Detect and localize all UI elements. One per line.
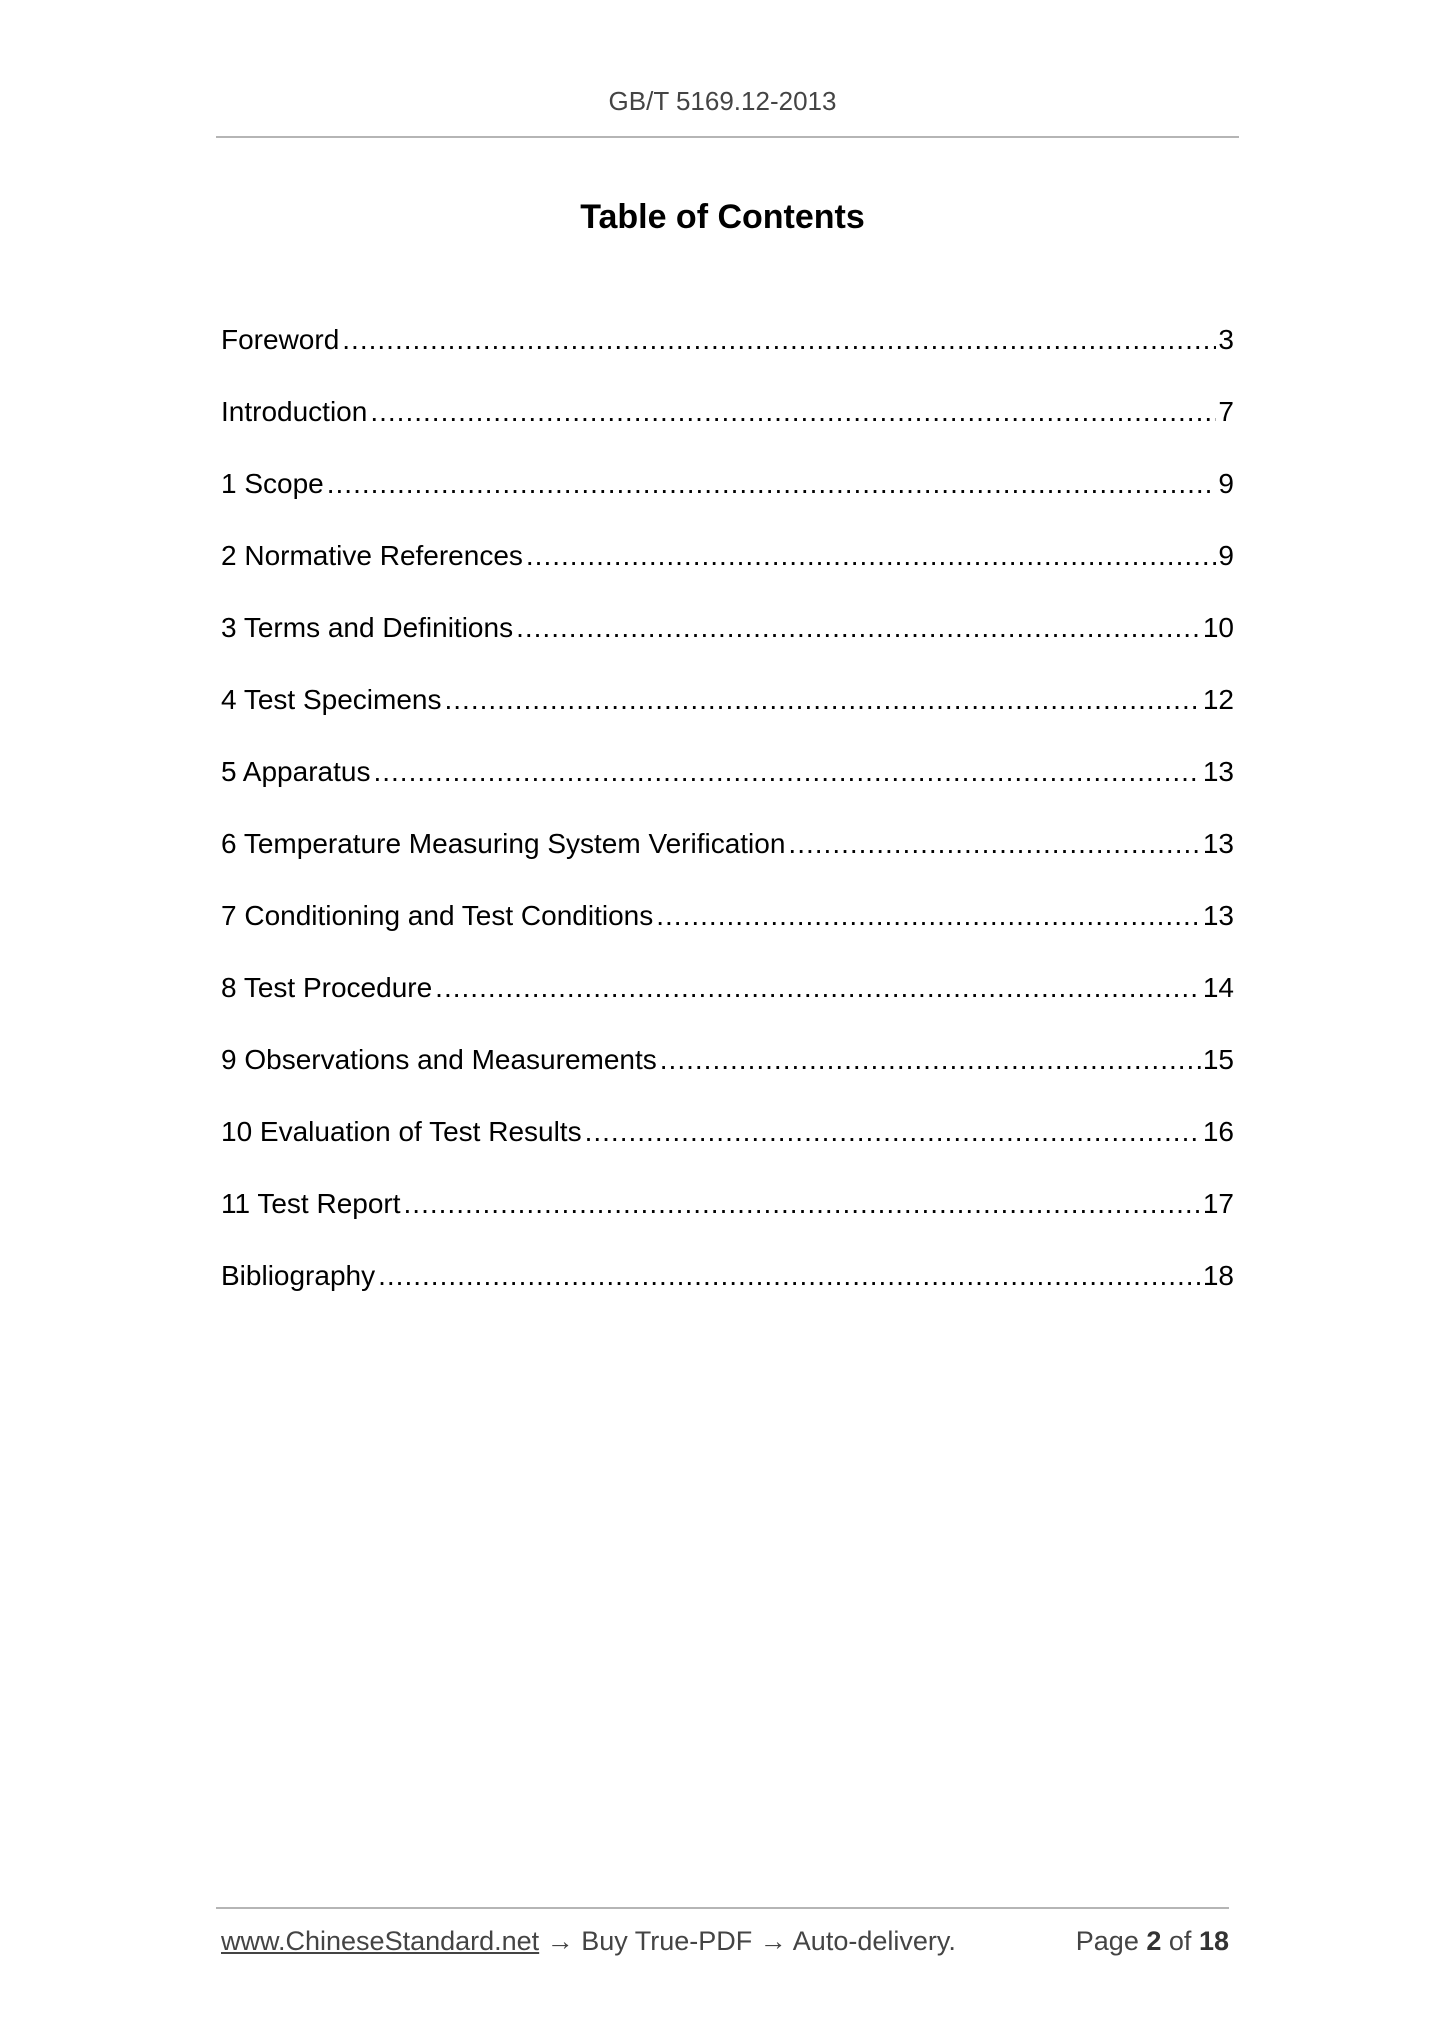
toc-entry-temperature-measuring-system-verification[interactable] xyxy=(221,822,1234,894)
toc-entry-page: 13 xyxy=(1202,900,1234,931)
toc-entry-label: 10 Evaluation of Test Results xyxy=(221,1116,582,1147)
toc-entry-page: 12 xyxy=(1202,684,1234,715)
toc-entry-label: 7 Conditioning and Test Conditions xyxy=(221,900,654,931)
toc-entry-page: 18 xyxy=(1202,1260,1234,1291)
toc-entry-label: 1 Scope xyxy=(221,468,324,499)
toc-dot-leader xyxy=(660,1038,1201,1082)
toc-dot-leader xyxy=(526,534,1217,578)
toc-dot-leader xyxy=(327,462,1217,506)
arrow-right-icon: → xyxy=(546,1926,574,1956)
toc-entry-apparatus[interactable] xyxy=(221,750,1234,822)
toc-dot-leader xyxy=(516,606,1201,650)
toc-dot-leader xyxy=(656,894,1201,938)
toc-entry-label: 3 Terms and Definitions xyxy=(221,612,514,643)
toc-entry-label: 2 Normative References xyxy=(221,540,523,571)
toc-entry-label: 8 Test Procedure xyxy=(221,972,433,1003)
toc-entry-page: 10 xyxy=(1202,612,1234,643)
page-number xyxy=(1076,1926,1229,1957)
header-divider xyxy=(216,136,1239,138)
current-page-number: 2 xyxy=(1146,1926,1162,1956)
toc-dot-leader xyxy=(435,966,1201,1010)
buy-true-pdf-text: Buy True-PDF xyxy=(581,1926,753,1956)
toc-entry-page: 7 xyxy=(1218,396,1234,427)
toc-entry-foreword[interactable] xyxy=(221,318,1234,390)
footer-promo xyxy=(221,1926,956,1957)
toc-entry-introduction[interactable] xyxy=(221,390,1234,462)
toc-dot-leader xyxy=(378,1254,1201,1298)
toc-entry-test-procedure[interactable] xyxy=(221,966,1234,1038)
toc-heading: Table of Contents xyxy=(580,198,865,236)
arrow-right-icon: → xyxy=(759,1926,787,1956)
running-header: GB/T 5169.12-2013 xyxy=(608,86,837,116)
page-label: Page xyxy=(1075,1926,1139,1956)
toc-dot-leader xyxy=(585,1110,1201,1154)
toc-entry-label: 5 Apparatus xyxy=(221,756,371,787)
toc-entry-label: 6 Temperature Measuring System Verification xyxy=(221,828,786,859)
toc-entry-terms-and-definitions[interactable] xyxy=(221,606,1234,678)
toc-entry-scope[interactable] xyxy=(221,462,1234,534)
toc-entry-page: 9 xyxy=(1218,468,1234,499)
toc-entry-page: 9 xyxy=(1218,540,1234,571)
total-pages-number: 18 xyxy=(1198,1926,1229,1956)
toc-entry-label: Bibliography xyxy=(221,1260,376,1291)
toc-entry-page: 13 xyxy=(1202,828,1234,859)
toc-dot-leader xyxy=(342,318,1216,362)
toc-entry-page: 3 xyxy=(1218,324,1234,355)
footer-divider xyxy=(216,1907,1229,1909)
toc-entry-label: Introduction xyxy=(221,396,368,427)
toc-entry-page: 17 xyxy=(1202,1188,1234,1219)
toc-entry-label: Foreword xyxy=(221,324,340,355)
toc-entry-normative-references[interactable] xyxy=(221,534,1234,606)
toc-entry-bibliography[interactable] xyxy=(221,1254,1234,1326)
toc-dot-leader xyxy=(370,390,1216,434)
toc-entry-page: 15 xyxy=(1202,1044,1234,1075)
toc-entry-test-specimens[interactable] xyxy=(221,678,1234,750)
toc-entry-test-report[interactable] xyxy=(221,1182,1234,1254)
toc-entry-label: 4 Test Specimens xyxy=(221,684,442,715)
toc-entry-page: 16 xyxy=(1202,1116,1234,1147)
toc-entry-conditioning-and-test-conditions[interactable] xyxy=(221,894,1234,966)
auto-delivery-text: Auto-delivery. xyxy=(792,1926,956,1956)
toc-entry-page: 13 xyxy=(1202,756,1234,787)
toc-dot-leader xyxy=(445,678,1201,722)
toc-entry-observations-and-measurements[interactable] xyxy=(221,1038,1234,1110)
toc-entry-page: 14 xyxy=(1202,972,1234,1003)
of-label: of xyxy=(1168,1926,1192,1956)
toc-dot-leader xyxy=(788,822,1200,866)
toc-dot-leader xyxy=(404,1182,1201,1226)
website-link[interactable]: www.ChineseStandard.net xyxy=(221,1926,540,1956)
toc-entry-evaluation-of-test-results[interactable] xyxy=(221,1110,1234,1182)
toc-entry-label: 11 Test Report xyxy=(221,1188,401,1219)
table-of-contents xyxy=(221,318,1234,1326)
toc-dot-leader xyxy=(373,750,1200,794)
toc-entry-label: 9 Observations and Measurements xyxy=(221,1044,657,1075)
